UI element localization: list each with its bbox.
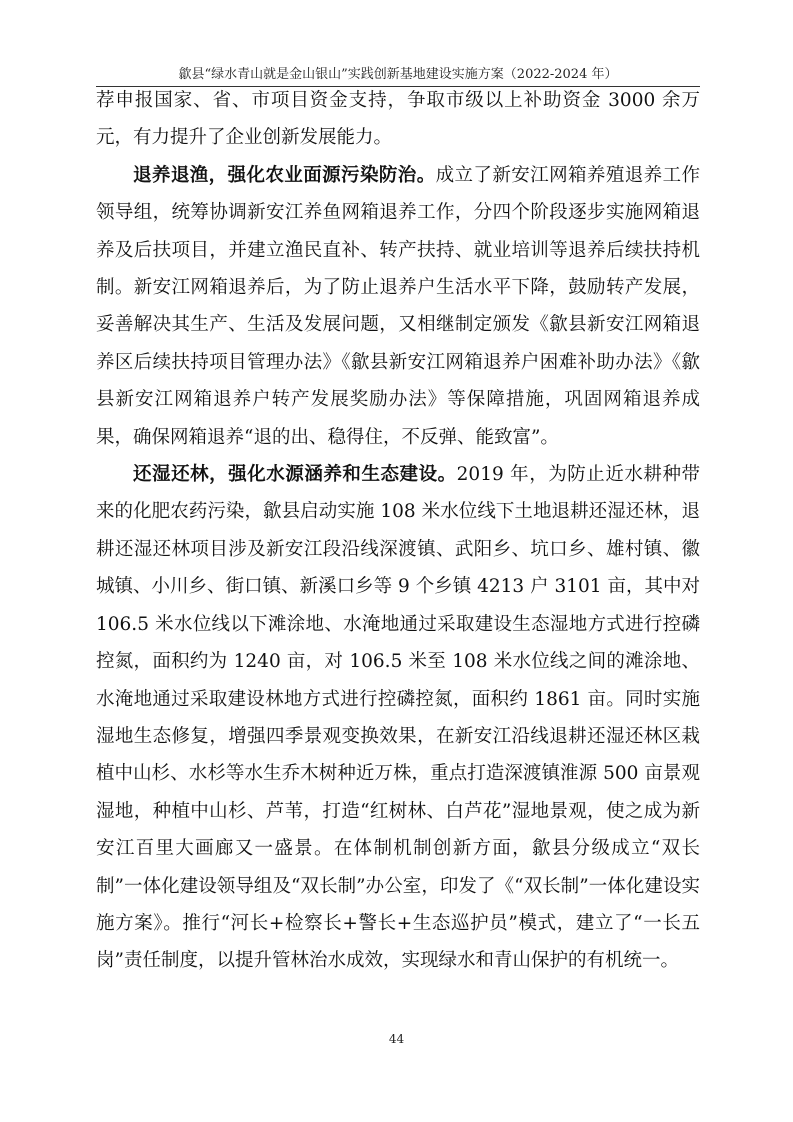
paragraph-text: 2019 年，为防止近水耕种带来的化肥农药污染，歙县启动实施 108 米水位线下土地退耕还湿还林，退耕还湿还林项目涉及新安江段沿线深渡镇、武阳乡、坑口乡、雄村镇、徽城镇、小川乡、街口镇、新溪口乡等 9 个乡镇 4213 户 3101 亩，其中对 106.5 米水位线以下滩涂地、水淹地通过采取建设生态湿地方式进行控磷控氮，面积约为 1240 亩，对 106.5 米至 108 米水位线之间的滩涂地、水淹地通过采取建设林地方式进行控磷控氮，面积约 1861 亩。同时实施湿地生态修复，增强四季景观变换效果，在新安江沿线退耕还湿还林区栽植中山杉、水杉等水生乔木树种近万株，重点打造深渡镇淮源 500 亩景观湿地，种植中山杉、芦苇，打造“红树林、白芦花”湿地景观，使之成为新安江百里大画廊又一盛景。在体制机制创新方面，歙县分级成立“双长制”一体化建设领导组及“双长制”办公室，印发了《“双长制”一体化建设实施方案》。推行“河长+检察长+警长+生态巡护员”模式，建立了“一长五岗”责任制度，以提升管林治水成效，实现绿水和青山保护的有机统一。 <box>96 464 700 972</box>
paragraph-fishery-retirement <box>96 157 700 456</box>
paragraph-heading: 退养退渔，强化农业面源污染防治。 <box>133 164 436 186</box>
paragraph-wetland-forest <box>96 456 700 980</box>
page-number: 44 <box>388 1032 405 1046</box>
paragraph-heading: 还湿还林，强化水源涵养和生态建设。 <box>133 464 457 486</box>
running-header: 歙县“绿水青山就是金山银山”实践创新基地建设实施方案（2022-2024 年） <box>178 67 618 82</box>
paragraph-continued: 荐申报国家、省、市项目资金支持，争取市级以上补助资金 3000 余万元，有力提升了企业创新发展能力。 <box>96 90 700 149</box>
paragraph-text: 成立了新安江网箱养殖退养工作领导组，统筹协调新安江养鱼网箱退养工作，分四个阶段逐步实施网箱退养及后扶项目，并建立渔民直补、转产扶持、就业培训等退养后续扶持机制。新安江网箱退养后，为了防止退养户生活水平下降，鼓励转产发展，妥善解决其生产、生活及发展问题，又相继制定颁发《歙县新安江网箱退养区后续扶持项目管理办法》《歙县新安江网箱退养户困难补助办法》《歙县新安江网箱退养户转产发展奖励办法》等保障措施，巩固网箱退养成果，确保网箱退养“退的出、稳得住，不反弹、能致富”。 <box>96 164 700 448</box>
document-body <box>96 82 700 980</box>
